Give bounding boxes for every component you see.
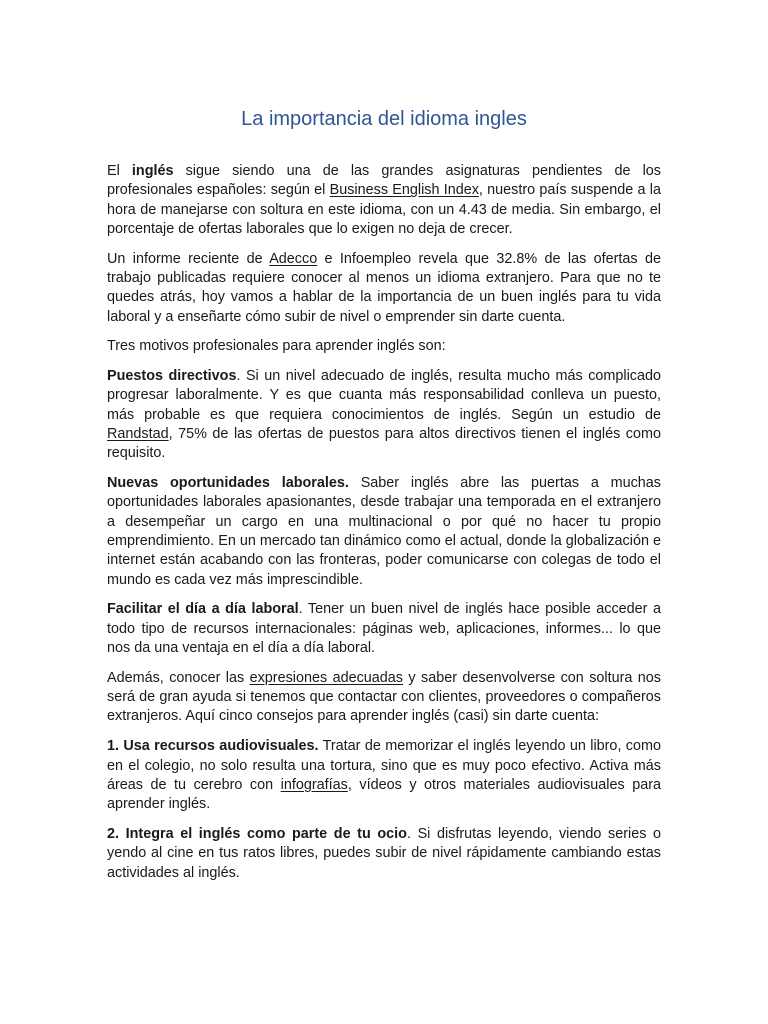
bold-text: Puestos directivos [107,368,237,385]
paragraph-puestos-directivos [107,367,661,463]
text: Además, conocer las [107,669,250,686]
text: y saber desenvolverse con soltura nos será de gran ayuda si tenemos que contactar con clientes, proveedores o compañeros extranjeros. Aquí cinco consejos para aprender inglés (casi) sin darte cuenta: [107,669,661,725]
text: Tres motivos profesionales para aprender inglés son: [107,338,446,355]
text: , nuestro país suspende a la hora de manejarse con soltura en este idioma, con un 4.43 de media. Sin embargo, el porcentaje de ofertas laborales que lo exigen no deja de crecer. [107,182,661,237]
link-infografias[interactable]: infografías [280,776,348,793]
paragraph-tip-ocio [107,825,661,883]
bold-text: 2. Integra el inglés como parte de tu ocio [107,825,407,842]
bold-text: Facilitar el día a día laboral [107,601,299,618]
text: . Si un nivel adecuado de inglés, resulta mucho más complicado progresar laboralmente. Y es que cuanta más responsabilidad conlleva un puesto, más probable es que requiera conocimientos de inglés. Según un estudio de [107,368,661,423]
text: El [107,163,132,179]
paragraph-expresiones [107,669,661,727]
bold-text: Nuevas oportunidades laborales. [107,475,349,492]
text: . Si disfrutas leyendo, viendo series o yendo al cine en tus ratos libres, puedes subir de nivel rápidamente cambiando estas actividades al inglés. [107,825,661,881]
document-title: La importancia del idioma ingles [241,108,527,130]
link-adecco[interactable]: Adecco [269,250,318,267]
text: sigue siendo una de las grandes asignaturas pendientes de los profesionales españoles: según el [107,163,661,199]
link-business-english-index[interactable]: Business English Index [329,182,479,199]
paragraph-three-reasons [107,337,661,356]
text: Saber inglés abre las puertas a muchas oportunidades laborales apasionantes, desde trabajar una temporada en el extranjero a desempeñar un cargo en una multinacional o por qué no hacer tu propio emprendimiento. En un mercado tan dinámico como el actual, donde la globalización e internet están acabando con las fronteras, poder comunicarse con colegas de todo el mundo es cada vez más imprescindible. [107,475,662,588]
bold-text: 1. Usa recursos audiovisuales. [107,738,319,755]
paragraph-nuevas-oportunidades [107,474,661,590]
text: e Infoempleo revela que 32.8% de las ofertas de trabajo publicadas requiere conocer al menos un idioma extranjero. Para que no te quedes atrás, hoy vamos a hablar de la importancia de un buen inglés para tu vida laboral y a enseñarte cómo subir de nivel o emprender sin darte cuenta. [107,250,661,325]
text: . Tener un buen nivel de inglés hace posible acceder a todo tipo de recursos internacionales: páginas web, aplicaciones, informes... lo que nos da una ventaja en el día a día laboral. [107,601,662,657]
text: Tratar de memorizar el inglés leyendo un libro, como en el colegio, no solo resulta una tortura, sino que es muy poco efectivo. Activa más áreas de tu cerebro con [107,738,661,793]
text: , 75% de las ofertas de puestos para altos directivos tienen el inglés como requisito. [107,426,661,462]
text: , vídeos y otros materiales audiovisuales para aprender inglés. [107,776,661,813]
paragraph-tip-audiovisuales [107,737,661,814]
paragraph-intro [107,162,661,239]
paragraph-adecco-report [107,250,661,327]
paragraph-facilitar-dia-a-dia [107,600,661,658]
text: Un informe reciente de [107,250,270,267]
link-expresiones-adecuadas[interactable]: expresiones adecuadas [249,669,404,686]
bold-text: inglés [131,163,174,179]
link-randstad[interactable]: Randstad [107,426,169,443]
